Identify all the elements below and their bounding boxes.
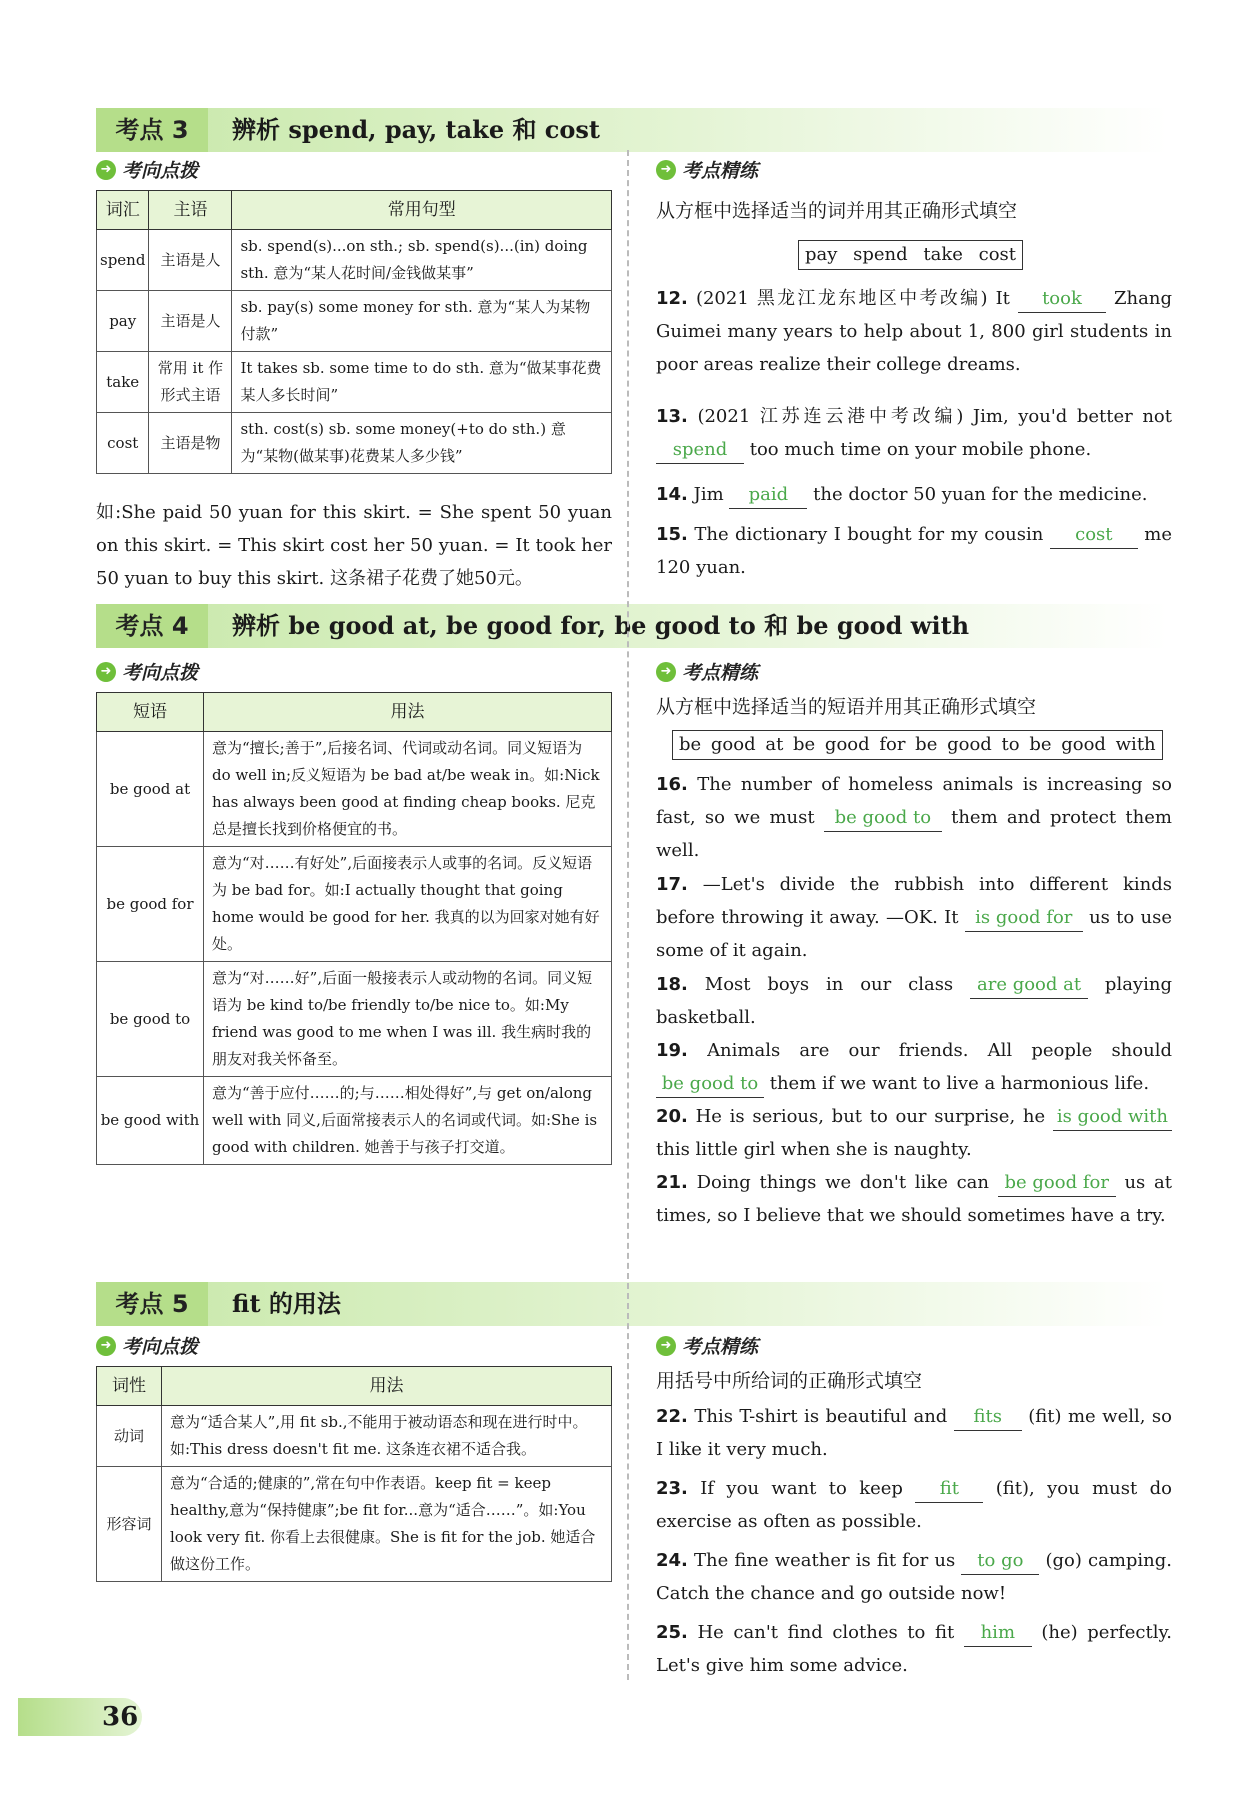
s5-table xyxy=(96,1366,612,1582)
table-row xyxy=(97,847,612,962)
question-rest: us to use some of it again. xyxy=(656,907,1172,961)
question-stem: —Let's divide the rubbish into different kinds before throwing it away. —OK. It xyxy=(656,874,1172,928)
question-stem: If you want to keep xyxy=(700,1478,903,1499)
question-stem: He can't find clothes to fit xyxy=(697,1622,955,1643)
table-row xyxy=(97,352,612,413)
question-25 xyxy=(656,1616,1172,1682)
question-23 xyxy=(656,1472,1172,1538)
s4-guide-heading xyxy=(96,658,198,685)
question-stem: Doing things we don't like can xyxy=(696,1172,989,1193)
table-header-row xyxy=(97,693,612,732)
section-4-header xyxy=(96,604,1168,648)
question-number: 17. xyxy=(656,874,688,895)
answer-blank[interactable]: spend xyxy=(656,437,744,464)
question-rest: Zhang Guimei many years to help about 1, 800 girl students in poor areas realize their college dreams. xyxy=(656,288,1172,375)
s3-table xyxy=(96,190,612,474)
question-rest: playing basketball. xyxy=(656,974,1172,1028)
question-rest: too much time on your mobile phone. xyxy=(749,439,1092,460)
s3-practice-label: 考点精练 xyxy=(682,160,759,182)
question-18 xyxy=(656,968,1172,1034)
question-stem: (2021 江苏连云港中考改编) Jim, you'd better not xyxy=(697,406,1172,427)
arrow-icon: ➜ xyxy=(656,1336,676,1356)
cell-pattern: sth. cost(s) sb. some money(+to do sth.) 意为“某物(做某事)花费某人多少钱” xyxy=(232,413,612,474)
cell-subject: 主语是人 xyxy=(149,230,232,291)
question-number: 25. xyxy=(656,1622,688,1643)
question-rest: this little girl when she is naughty. xyxy=(656,1139,972,1160)
cell-phrase: be good with xyxy=(97,1077,204,1165)
th-word: 词汇 xyxy=(97,191,149,230)
arrow-icon: ➜ xyxy=(96,1336,116,1356)
s4-guide-label: 考向点拨 xyxy=(122,662,199,684)
cell-usage: 意为“擅长;善于”,后接名词、代词或动名词。同义短语为 do well in;反义短语为 be bad at/be weak in。如:Nick has always been good at finding cheap books. 尼克总是擅长找到价格便宜的书。 xyxy=(204,732,612,847)
table-row xyxy=(97,732,612,847)
question-14 xyxy=(656,478,1172,511)
cell-usage: 意为“合适的;健康的”,常在句中作表语。keep fit = keep healthy,意为“保持健康”;be fit for...意为“适合……”。如:You look very fit. 你看上去很健康。She is fit for the job. 她适合做这份工作。 xyxy=(162,1467,612,1582)
s4-practice-label: 考点精练 xyxy=(682,662,759,684)
s4-phrase-box: be good at be good for be good to be good with xyxy=(672,730,1163,760)
arrow-icon: ➜ xyxy=(656,662,676,682)
question-number: 21. xyxy=(656,1172,688,1193)
question-rest: the doctor 50 yuan for the medicine. xyxy=(813,484,1148,505)
table-row xyxy=(97,1406,612,1467)
answer-blank[interactable]: be good for xyxy=(998,1170,1116,1197)
question-13 xyxy=(656,400,1172,466)
section-5-tag: 考点 5 xyxy=(96,1282,208,1326)
table-header-row xyxy=(97,191,612,230)
question-number: 19. xyxy=(656,1040,688,1061)
question-rest: them and protect them well. xyxy=(656,807,1172,861)
answer-blank[interactable]: fit xyxy=(915,1476,983,1503)
th-usage: 用法 xyxy=(204,693,612,732)
s3-guide-label: 考向点拨 xyxy=(122,160,199,182)
cell-subject: 主语是人 xyxy=(149,291,232,352)
cell-pattern: sb. pay(s) some money for sth. 意为“某人为某物付款” xyxy=(232,291,612,352)
answer-blank[interactable]: be good to xyxy=(656,1071,764,1098)
cell-pos: 形容词 xyxy=(97,1467,162,1582)
table-row xyxy=(97,291,612,352)
question-rest: us at times, so I believe that we should sometimes have a try. xyxy=(656,1172,1172,1226)
answer-blank[interactable]: is good with xyxy=(1053,1104,1172,1131)
question-number: 16. xyxy=(656,774,688,795)
table-row xyxy=(97,1077,612,1165)
question-stem: The dictionary I bought for my cousin xyxy=(694,524,1044,545)
table-header-row xyxy=(97,1367,612,1406)
question-21 xyxy=(656,1166,1172,1232)
question-number: 12. xyxy=(656,288,688,309)
answer-blank[interactable]: be good to xyxy=(824,805,942,832)
section-5-title: fit 的用法 xyxy=(232,1289,341,1318)
s5-instruction: 用括号中所给词的正确形式填空 xyxy=(656,1370,923,1392)
question-number: 15. xyxy=(656,524,688,545)
cell-pattern: It takes sb. some time to do sth. 意为“做某事花费某人多长时间” xyxy=(232,352,612,413)
cell-phrase: be good at xyxy=(97,732,204,847)
question-17 xyxy=(656,868,1172,967)
arrow-icon: ➜ xyxy=(656,160,676,180)
s5-guide-label: 考向点拨 xyxy=(122,1336,199,1358)
section-3-header xyxy=(96,108,1168,152)
s3-instruction: 从方框中选择适当的词并用其正确形式填空 xyxy=(656,200,1018,222)
cell-pos: 动词 xyxy=(97,1406,162,1467)
question-15 xyxy=(656,518,1172,584)
s3-guide-heading xyxy=(96,156,198,183)
th-subject: 主语 xyxy=(149,191,232,230)
arrow-icon: ➜ xyxy=(96,160,116,180)
section-5-header xyxy=(96,1282,1168,1326)
question-number: 18. xyxy=(656,974,688,995)
arrow-icon: ➜ xyxy=(96,662,116,682)
question-19 xyxy=(656,1034,1172,1100)
s5-practice-heading xyxy=(656,1332,758,1359)
cell-word: cost xyxy=(97,413,149,474)
cell-usage: 意为“对……有好处”,后面接表示人或事的名词。反义短语为 be bad for。如:I actually thought that going home would be good for her. 我真的以为回家对她有好处。 xyxy=(204,847,612,962)
question-number: 13. xyxy=(656,406,688,427)
question-rest: them if we want to live a harmonious life. xyxy=(769,1073,1150,1094)
cell-word: pay xyxy=(97,291,149,352)
table-row xyxy=(97,962,612,1077)
cell-pattern: sb. spend(s)...on sth.; sb. spend(s)...(in) doing sth. 意为“某人花时间/金钱做某事” xyxy=(232,230,612,291)
cell-subject: 常用 it 作形式主语 xyxy=(149,352,232,413)
answer-blank[interactable]: cost xyxy=(1050,522,1138,549)
s3-word-box: pay spend take cost xyxy=(798,240,1023,270)
th-phrase: 短语 xyxy=(97,693,204,732)
question-rest: (he) perfectly. Let's give him some advice. xyxy=(656,1622,1172,1676)
section-4-tag: 考点 4 xyxy=(96,604,208,648)
question-rest: (fit), you must do exercise as often as possible. xyxy=(656,1478,1172,1532)
cell-usage: 意为“对……好”,后面一般接表示人或动物的名词。同义短语为 be kind to/be friendly to/be nice to。如:My friend was good to me when I was ill. 我生病时我的朋友对我关怀备至。 xyxy=(204,962,612,1077)
s3-practice-heading xyxy=(656,156,758,183)
question-stem: He is serious, but to our surprise, he xyxy=(695,1106,1046,1127)
question-number: 24. xyxy=(656,1550,688,1571)
s4-table xyxy=(96,692,612,1165)
s4-instruction: 从方框中选择适当的短语并用其正确形式填空 xyxy=(656,696,1037,718)
question-stem: The fine weather is fit for us xyxy=(694,1550,956,1571)
column-divider xyxy=(627,150,629,1680)
section-3-tag: 考点 3 xyxy=(96,108,208,152)
question-16 xyxy=(656,768,1172,867)
question-stem: Jim xyxy=(693,484,724,505)
question-stem: Most boys in our class xyxy=(704,974,954,995)
question-20 xyxy=(656,1100,1172,1166)
table-row xyxy=(97,230,612,291)
answer-blank[interactable]: paid xyxy=(729,482,807,509)
cell-usage: 意为“善于应付……的;与……相处得好”,与 get on/along well with 同义,后面常接表示人的名词或代词。如:She is good with children. 她善于与孩子打交道。 xyxy=(204,1077,612,1165)
question-stem: Animals are our friends. All people should xyxy=(707,1040,1172,1061)
question-24 xyxy=(656,1544,1172,1610)
th-pos: 词性 xyxy=(97,1367,162,1406)
th-usage: 用法 xyxy=(162,1367,612,1406)
answer-blank[interactable]: fits xyxy=(954,1404,1022,1431)
section-3-title: 辨析 spend, pay, take 和 cost xyxy=(232,115,601,144)
s4-practice-heading xyxy=(656,658,758,685)
s5-guide-heading xyxy=(96,1332,198,1359)
section-4-title: 辨析 be good at, be good for, be good to 和 be good with xyxy=(232,611,970,640)
cell-phrase: be good for xyxy=(97,847,204,962)
page-number: 36 xyxy=(18,1698,142,1736)
question-number: 20. xyxy=(656,1106,688,1127)
question-rest: (fit) me well, so I like it very much. xyxy=(656,1406,1172,1460)
question-12 xyxy=(656,282,1172,381)
cell-phrase: be good to xyxy=(97,962,204,1077)
answer-blank[interactable]: him xyxy=(964,1620,1032,1647)
table-row xyxy=(97,413,612,474)
answer-blank[interactable]: took xyxy=(1018,286,1106,313)
answer-blank[interactable]: are good at xyxy=(970,972,1088,999)
s3-example: 如:She paid 50 yuan for this skirt. = She spent 50 yuan on this skirt. = This skirt cost her 50 yuan. = It took her 50 yuan to buy this skirt. 这条裙子花费了她50元。 xyxy=(96,502,612,589)
question-rest: me 120 yuan. xyxy=(656,524,1173,578)
table-row xyxy=(97,1467,612,1582)
question-number: 23. xyxy=(656,1478,688,1499)
question-stem: The number of homeless animals is increasing so fast, so we must xyxy=(656,774,1172,828)
answer-blank[interactable]: is good for xyxy=(965,905,1083,932)
cell-word: take xyxy=(97,352,149,413)
cell-usage: 意为“适合某人”,用 fit sb.,不能用于被动语态和现在进行时中。如:This dress doesn't fit me. 这条连衣裙不适合我。 xyxy=(162,1406,612,1467)
s5-practice-label: 考点精练 xyxy=(682,1336,759,1358)
cell-word: spend xyxy=(97,230,149,291)
question-rest: (go) camping. Catch the chance and go outside now! xyxy=(656,1550,1172,1604)
question-stem: This T-shirt is beautiful and xyxy=(694,1406,948,1427)
question-number: 14. xyxy=(656,484,688,505)
cell-subject: 主语是物 xyxy=(149,413,232,474)
question-stem: (2021 黑龙江龙东地区中考改编) It xyxy=(695,288,1010,309)
answer-blank[interactable]: to go xyxy=(961,1548,1039,1575)
question-22 xyxy=(656,1400,1172,1466)
question-number: 22. xyxy=(656,1406,688,1427)
th-pattern: 常用句型 xyxy=(232,191,612,230)
